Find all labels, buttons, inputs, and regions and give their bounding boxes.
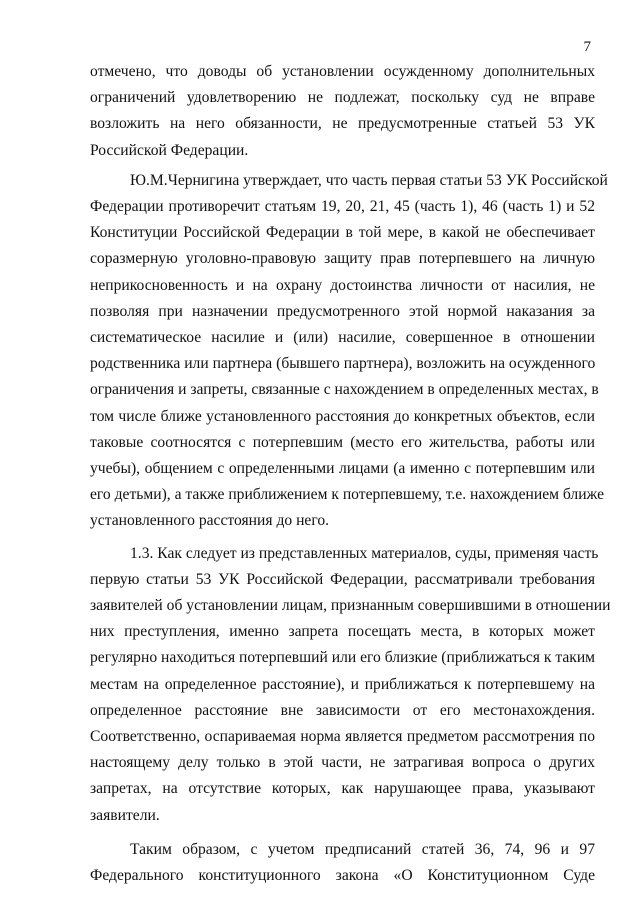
text-line: Федерального конституционного закона «О Конституционном Суде (90, 867, 595, 885)
paragraph-1 (90, 59, 595, 164)
text-line: 1.3. Как следует из представленных материалов, суды, применяя часть (130, 544, 599, 562)
text-line: Ю.М.Чернигина утверждает, что часть первая статьи 53 УК Российской (130, 171, 608, 189)
text-line: таковые соотносятся с потерпевшим (место его жительства, работы или (90, 433, 595, 451)
text-line: позволяя при назначении предусмотренного этой нормой наказания за (90, 302, 595, 320)
text-line: настоящему делу только в этой части, не затрагивая вопроса о других (90, 754, 595, 772)
paragraph-2 (90, 168, 608, 535)
document-body (90, 59, 611, 889)
text-line: ограничения и запреты, связанные с нахождением в определенных местах, в (90, 381, 599, 399)
text-line: регулярно находиться потерпевший или его близкие (приближаться к таким (90, 649, 596, 667)
text-line: учебы), общением с определенными лицами (а именно с потерпевшим или (90, 460, 595, 478)
text-line: первую статьи 53 УК Российской Федерации, рассматривали требования (90, 570, 595, 588)
text-line: установленного расстояния до него. (90, 512, 330, 530)
text-line: отмечено, что доводы об установлении осужденному дополнительных (90, 63, 595, 80)
text-line: Конституции Российской Федерации в той мере, в какой не обеспечивает (90, 224, 595, 242)
text-line: возложить на него обязанности, не предусмотренные статьей 53 УК (90, 115, 595, 133)
text-line: определенное расстояние вне зависимости от его местонахождения. (90, 701, 595, 719)
text-line: заявителей об установлении лицам, признанным совершившими в отношении (90, 597, 611, 615)
text-line: ограничений удовлетворению не подлежат, поскольку суд не вправе (90, 89, 595, 107)
text-line: том числе ближе установленного расстояния до конкретных объектов, если (90, 407, 595, 425)
paragraph-3 (90, 541, 611, 829)
text-line: систематическое насилие и (или) насилие, совершенное в отношении (90, 329, 595, 347)
page-number: 7 (583, 39, 591, 55)
text-line: неприкосновенность и на охрану достоинства личности от насилия, не (90, 276, 595, 294)
text-line: Федерации противоречит статьям 19, 20, 21, 45 (часть 1), 46 (часть 1) и 52 (90, 198, 595, 216)
text-line: его детьми), а также приближением к потерпевшему, т.е. нахождением ближе (90, 486, 605, 504)
text-line: запретах, на отсутствие которых, как нарушающее права, указывают (90, 780, 595, 798)
text-line: родственника или партнера (бывшего партнера), возложить на осужденного (90, 355, 596, 373)
text-line: Соответственно, оспариваемая норма является предметом рассмотрения по (90, 728, 595, 746)
paragraph-4 (90, 837, 595, 889)
text-line: заявители. (90, 806, 160, 824)
text-line: Российской Федерации. (90, 141, 249, 159)
text-line: соразмерную уголовно-правовую защиту прав потерпевшего на личную (90, 250, 595, 268)
text-line: местам на определенное расстояние), и приближаться к потерпевшему на (90, 675, 595, 693)
text-line: них преступления, именно запрета посещать места, в которых может (90, 623, 595, 641)
text-line: Таким образом, с учетом предписаний статей 36, 74, 96 и 97 (130, 840, 595, 858)
